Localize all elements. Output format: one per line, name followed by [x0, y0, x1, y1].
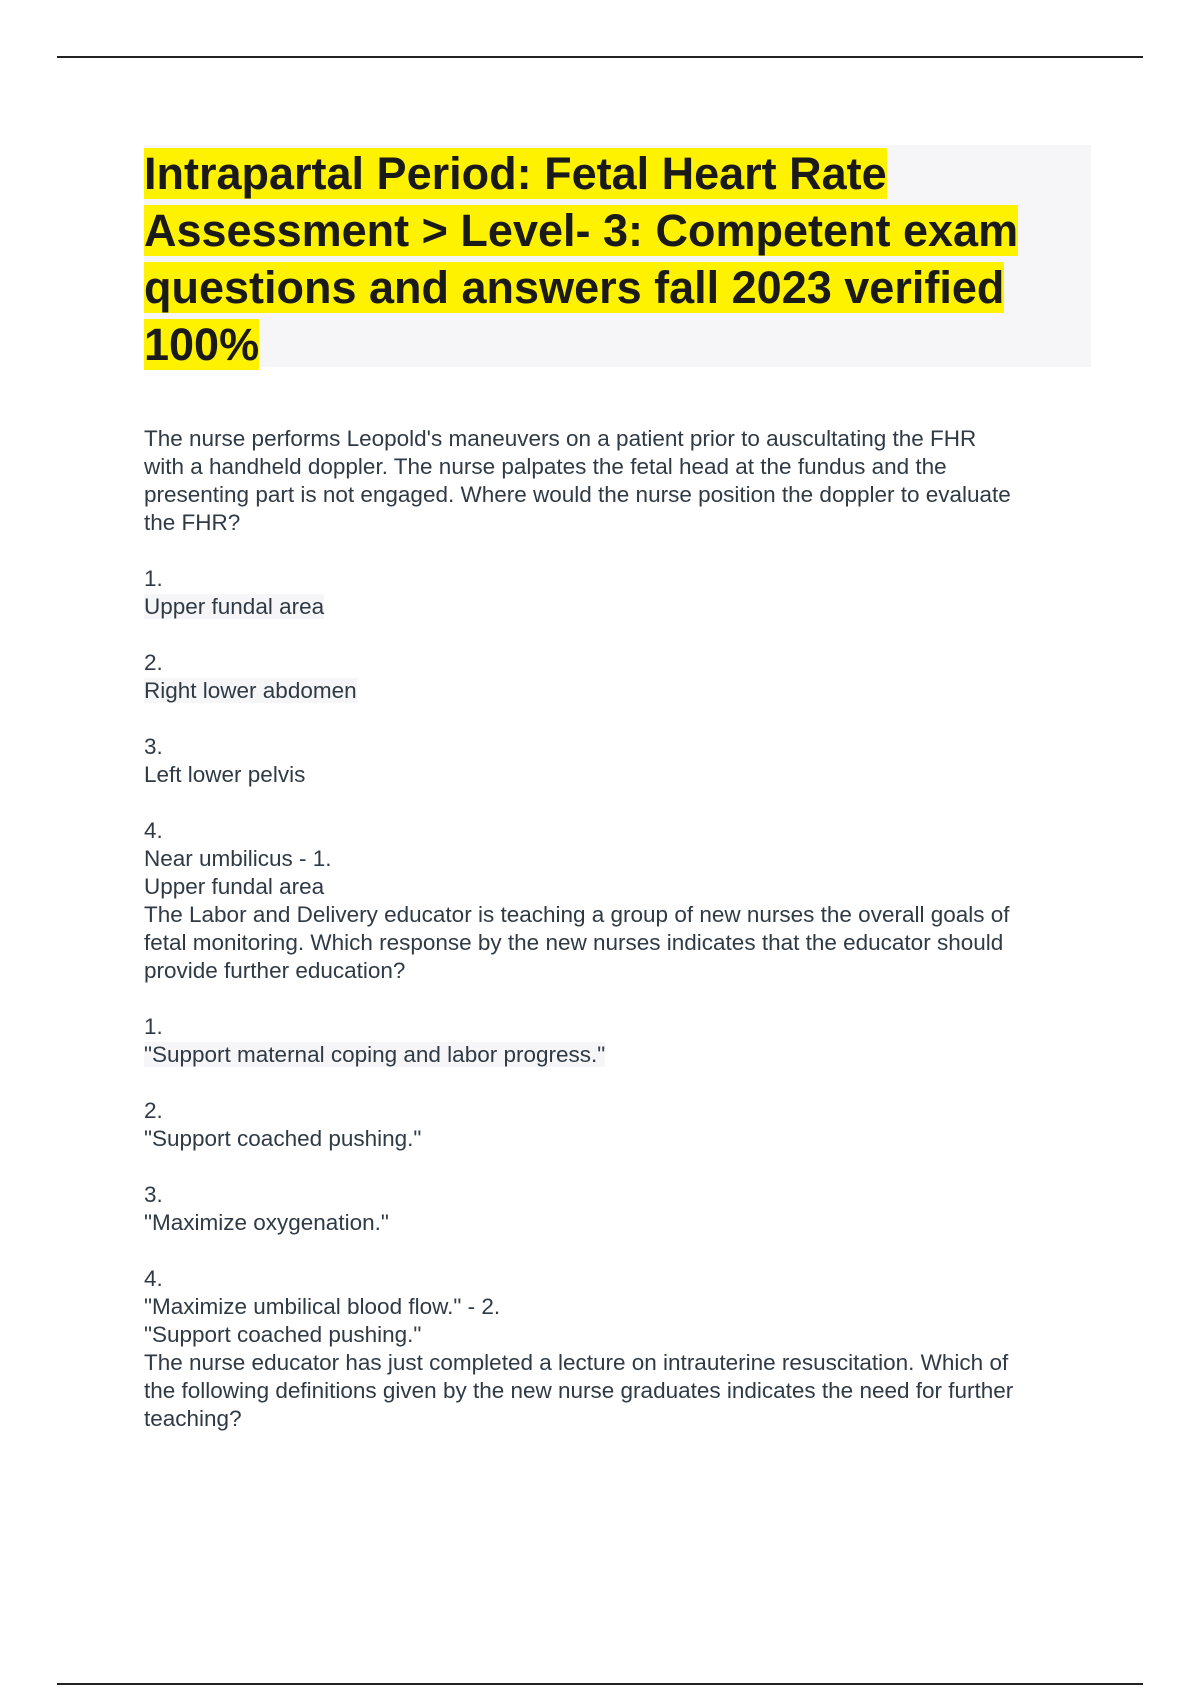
option-text: Left lower pelvis [144, 762, 306, 787]
option-text-label: Upper fundal area [144, 594, 325, 619]
line-gap [144, 537, 1084, 565]
answer-text: "Support coached pushing." [144, 1322, 422, 1347]
option-number: 3. [144, 734, 163, 759]
option-number: 3. [144, 1182, 163, 1207]
option-text: "Maximize oxygenation." [144, 1210, 389, 1235]
option-text [144, 1041, 1084, 1069]
document-body [144, 425, 1084, 1433]
line-gap [144, 1153, 1084, 1181]
option-number: 1. [144, 1014, 163, 1039]
answer-text: Upper fundal area [144, 874, 325, 899]
line-gap [144, 985, 1084, 1013]
body-line: The Labor and Delivery educator is teaching a group of new nurses the overall goals of [144, 902, 1010, 927]
body-line: with a handheld doppler. The nurse palpates the fetal head at the fundus and the [144, 454, 947, 479]
body-line: teaching? [144, 1406, 242, 1431]
option-text [144, 677, 1084, 705]
line-gap [144, 705, 1084, 733]
line-gap [144, 789, 1084, 817]
line-gap [144, 1069, 1084, 1097]
line-gap [144, 621, 1084, 649]
body-line: The nurse performs Leopold's maneuvers on a patient prior to auscultating the FHR [144, 426, 977, 451]
option-text-label: Right lower abdomen [144, 678, 357, 703]
body-line: provide further education? [144, 958, 406, 983]
option-number: 1. [144, 566, 163, 591]
document-title [144, 145, 1091, 373]
bottom-divider [57, 1683, 1143, 1685]
option-with-answer: "Maximize umbilical blood flow." - 2. [144, 1294, 501, 1319]
line-gap [144, 1237, 1084, 1265]
option-number: 2. [144, 1098, 163, 1123]
body-line: The nurse educator has just completed a lecture on intrauterine resuscitation. Which of [144, 1350, 1009, 1375]
option-text-label: "Support maternal coping and labor progress." [144, 1042, 606, 1067]
option-with-answer: Near umbilicus - 1. [144, 846, 332, 871]
body-line: fetal monitoring. Which response by the new nurses indicates that the educator should [144, 930, 1004, 955]
body-line: presenting part is not engaged. Where would the nurse position the doppler to evaluate [144, 482, 1011, 507]
body-line: the following definitions given by the new nurse graduates indicates the need for further [144, 1378, 1014, 1403]
option-text: "Support coached pushing." [144, 1126, 422, 1151]
title-highlight: Intrapartal Period: Fetal Heart Rate Assessment > Level- 3: Competent exam questions and answers fall 2023 verified 100% [144, 148, 1019, 370]
option-number: 4. [144, 818, 163, 843]
top-divider [57, 56, 1143, 58]
option-number: 2. [144, 650, 163, 675]
title-block [144, 145, 1091, 370]
option-number: 4. [144, 1266, 163, 1291]
option-text [144, 593, 1084, 621]
body-line: the FHR? [144, 510, 241, 535]
